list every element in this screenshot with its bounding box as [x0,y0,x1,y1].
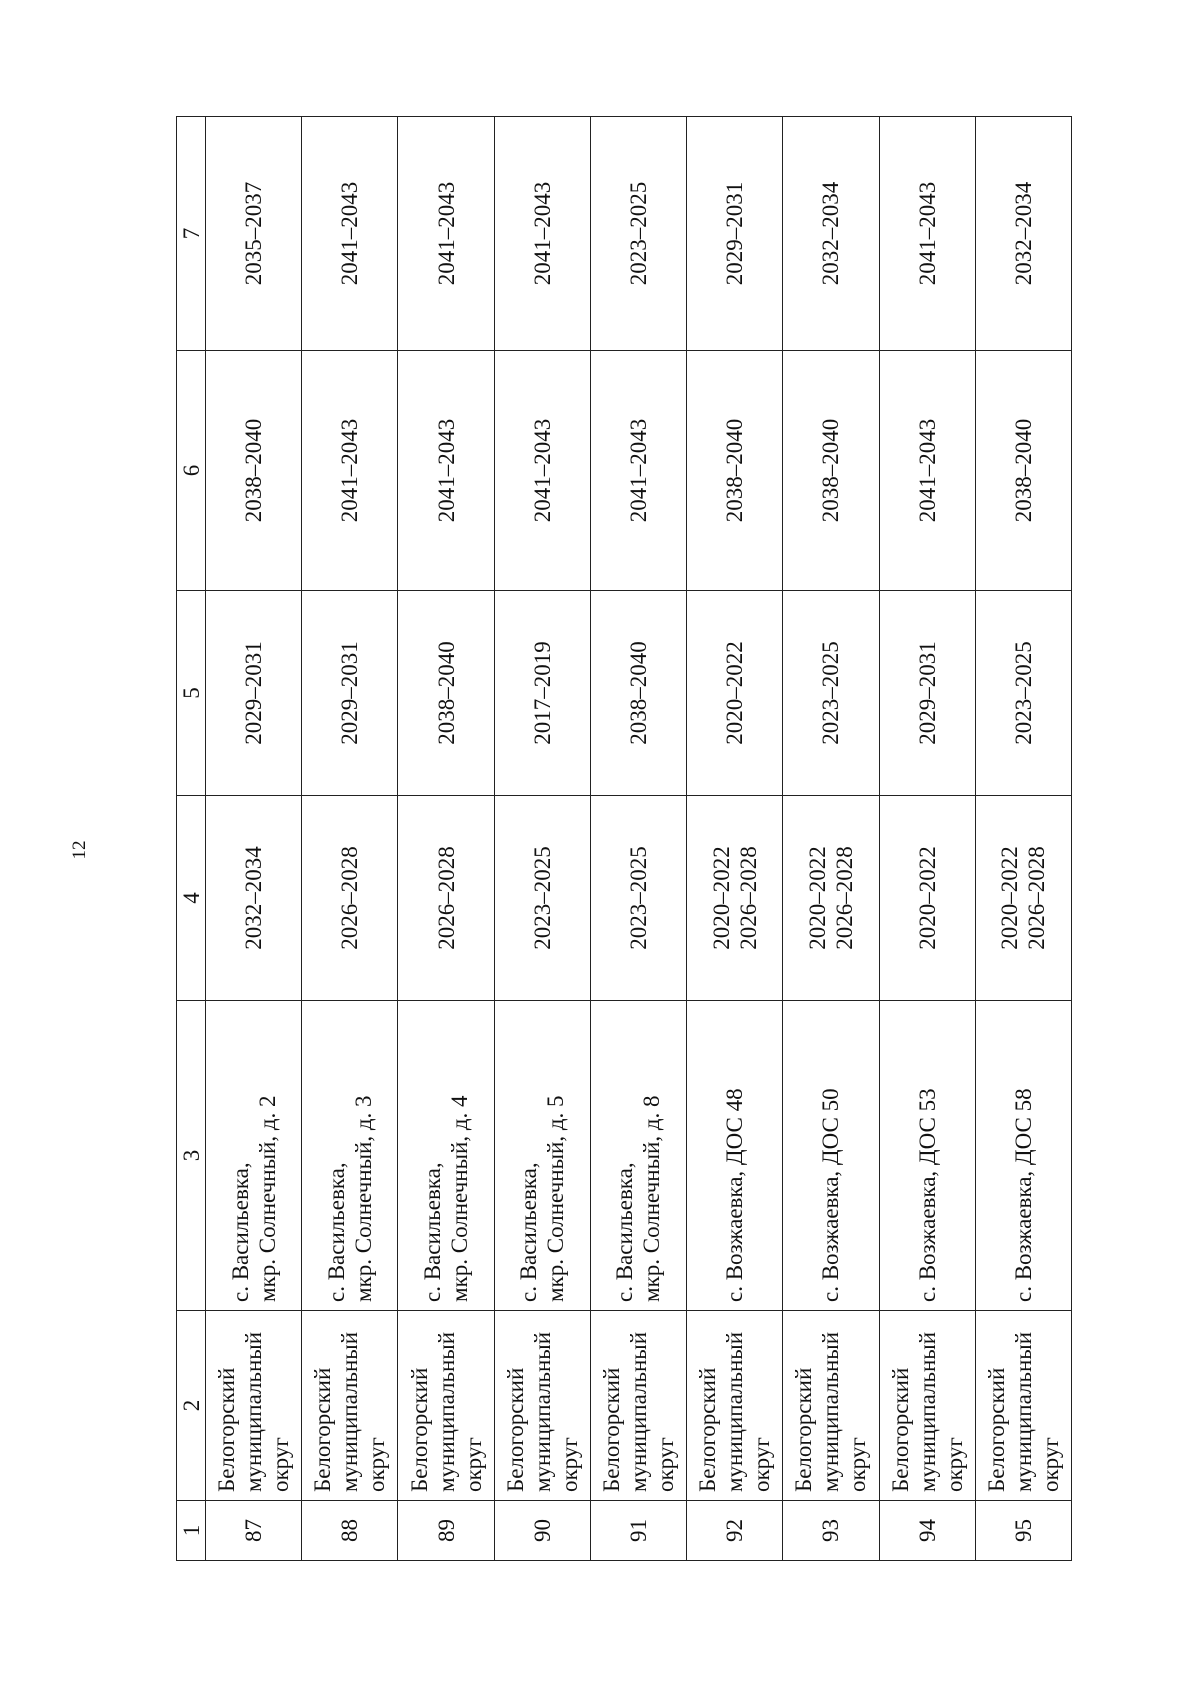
period-col5-cell: 2029–2031 [302,591,398,796]
row-number-cell: 95 [975,1501,1071,1561]
region-cell-line: Белогорский [214,1367,240,1492]
region-cell-line: Белогорский [310,1367,336,1492]
address-cell-line: с. Возжаевка, ДОС 58 [1010,1088,1036,1302]
period-col7-cell: 2029–2031 [687,117,783,351]
row-number-cell: 87 [206,1501,302,1561]
rotated-table-container [176,117,1072,1561]
period-col4-cell-line: 2026–2028 [831,846,857,950]
period-col5-cell: 2023–2025 [975,591,1071,796]
period-col6-cell: 2041–2043 [590,351,686,591]
row-number-cell: 93 [783,1501,879,1561]
table-row [783,117,879,1561]
period-col7-cell: 2041–2043 [494,117,590,351]
address-cell [879,1001,975,1311]
address-cell-line: мкр. Солнечный, д. 3 [350,1095,376,1302]
region-cell-line: муниципальный [241,1331,267,1492]
period-col7-cell: 2035–2037 [206,117,302,351]
period-col4-cell [783,796,879,1001]
period-col7-cell: 2032–2034 [975,117,1071,351]
column-header-7: 7 [177,117,206,351]
period-col6-cell: 2041–2043 [879,351,975,591]
period-col5-cell: 2017–2019 [494,591,590,796]
period-col6-cell: 2041–2043 [398,351,494,591]
period-col4-cell [879,796,975,1001]
period-col5-cell: 2023–2025 [783,591,879,796]
region-cell [783,1311,879,1501]
address-cell [494,1001,590,1311]
row-number-cell: 94 [879,1501,975,1561]
period-col4-cell [687,796,783,1001]
period-col5-cell: 2038–2040 [590,591,686,796]
period-col6-cell: 2038–2040 [975,351,1071,591]
column-header-2: 2 [177,1311,206,1501]
period-col4-cell [398,796,494,1001]
period-col5-cell: 2029–2031 [206,591,302,796]
table-row [302,117,398,1561]
region-cell [975,1311,1071,1501]
region-cell-line: муниципальный [337,1331,363,1492]
period-col4-cell [494,796,590,1001]
address-cell [590,1001,686,1311]
period-col7-cell: 2041–2043 [879,117,975,351]
address-cell-line: с. Васильевка, [323,1162,349,1302]
period-col4-cell-line: 2026–2028 [337,846,363,950]
region-cell-line: Белогорский [598,1367,624,1492]
period-col4-cell-line: 2020–2022 [804,846,830,950]
period-col7-cell: 2041–2043 [398,117,494,351]
region-cell-line: муниципальный [529,1331,555,1492]
region-cell-line: муниципальный [625,1331,651,1492]
address-cell [783,1001,879,1311]
period-col4-cell-line: 2026–2028 [735,846,761,950]
period-col4-cell [302,796,398,1001]
row-number-cell: 91 [590,1501,686,1561]
address-cell-line: с. Васильевка, [227,1162,253,1302]
period-col6-cell: 2038–2040 [687,351,783,591]
address-cell-line: с. Возжаевка, ДОС 48 [722,1088,748,1302]
table-row [398,117,494,1561]
period-col5-cell: 2029–2031 [879,591,975,796]
region-cell [687,1311,783,1501]
period-col5-cell: 2038–2040 [398,591,494,796]
region-cell [879,1311,975,1501]
column-header-6: 6 [177,351,206,591]
region-cell-line: округ [460,1437,486,1492]
period-col7-cell: 2023–2025 [590,117,686,351]
period-col6-cell: 2041–2043 [494,351,590,591]
period-col4-cell [590,796,686,1001]
period-col4-cell-line: 2020–2022 [914,846,940,950]
region-cell-line: муниципальный [722,1331,748,1492]
address-cell [687,1001,783,1311]
address-cell-line: мкр. Солнечный, д. 5 [543,1095,569,1302]
table-row [687,117,783,1561]
region-cell-line: Белогорский [983,1367,1009,1492]
period-col4-cell-line: 2020–2022 [997,846,1023,950]
table-row [975,117,1071,1561]
period-col6-cell: 2038–2040 [206,351,302,591]
period-col4-cell-line: 2026–2028 [1024,846,1050,950]
period-col4-cell [206,796,302,1001]
row-number-cell: 90 [494,1501,590,1561]
region-cell [206,1311,302,1501]
period-col4-cell-line: 2023–2025 [625,846,651,950]
region-cell-line: Белогорский [406,1367,432,1492]
table-header [177,117,206,1561]
address-cell-line: мкр. Солнечный, д. 4 [447,1095,473,1302]
region-cell-line: муниципальный [433,1331,459,1492]
column-header-3: 3 [177,1001,206,1311]
region-cell-line: округ [268,1437,294,1492]
region-cell [590,1311,686,1501]
row-number-cell: 89 [398,1501,494,1561]
region-cell-line: Белогорский [502,1367,528,1492]
schedule-table [176,116,1072,1561]
period-col6-cell: 2038–2040 [783,351,879,591]
table-row [494,117,590,1561]
period-col4-cell [975,796,1071,1001]
region-cell-line: округ [941,1437,967,1492]
column-header-5: 5 [177,591,206,796]
table-row [590,117,686,1561]
address-cell-line: мкр. Солнечный, д. 8 [639,1095,665,1302]
address-cell-line: с. Возжаевка, ДОС 53 [914,1088,940,1302]
region-cell-line: округ [1037,1437,1063,1492]
table-body [206,117,1072,1561]
period-col6-cell: 2041–2043 [302,351,398,591]
address-cell-line: с. Возжаевка, ДОС 50 [818,1088,844,1302]
address-cell-line: с. Васильевка, [420,1162,446,1302]
period-col4-cell-line: 2023–2025 [529,846,555,950]
address-cell [302,1001,398,1311]
region-cell-line: муниципальный [818,1331,844,1492]
region-cell-line: Белогорский [887,1367,913,1492]
region-cell [302,1311,398,1501]
page-number: 12 [69,840,90,860]
table-row [879,117,975,1561]
period-col7-cell: 2041–2043 [302,117,398,351]
region-cell-line: округ [652,1437,678,1492]
column-header-1: 1 [177,1501,206,1561]
address-cell [206,1001,302,1311]
region-cell-line: Белогорский [791,1367,817,1492]
region-cell [494,1311,590,1501]
address-cell [975,1001,1071,1311]
region-cell-line: муниципальный [914,1331,940,1492]
region-cell-line: муниципальный [1010,1331,1036,1492]
row-number-cell: 88 [302,1501,398,1561]
column-header-4: 4 [177,796,206,1001]
region-cell-line: округ [749,1437,775,1492]
region-cell-line: округ [556,1437,582,1492]
region-cell-line: округ [364,1437,390,1492]
table-row [206,117,302,1561]
period-col5-cell: 2020–2022 [687,591,783,796]
period-col4-cell-line: 2032–2034 [241,846,267,950]
period-col7-cell: 2032–2034 [783,117,879,351]
region-cell [398,1311,494,1501]
period-col4-cell-line: 2020–2022 [708,846,734,950]
row-number-cell: 92 [687,1501,783,1561]
region-cell-line: округ [845,1437,871,1492]
address-cell [398,1001,494,1311]
address-cell-line: с. Васильевка, [516,1162,542,1302]
address-cell-line: с. Васильевка, [612,1162,638,1302]
period-col4-cell-line: 2026–2028 [433,846,459,950]
address-cell-line: мкр. Солнечный, д. 2 [254,1095,280,1302]
region-cell-line: Белогорский [695,1367,721,1492]
header-row [177,117,206,1561]
